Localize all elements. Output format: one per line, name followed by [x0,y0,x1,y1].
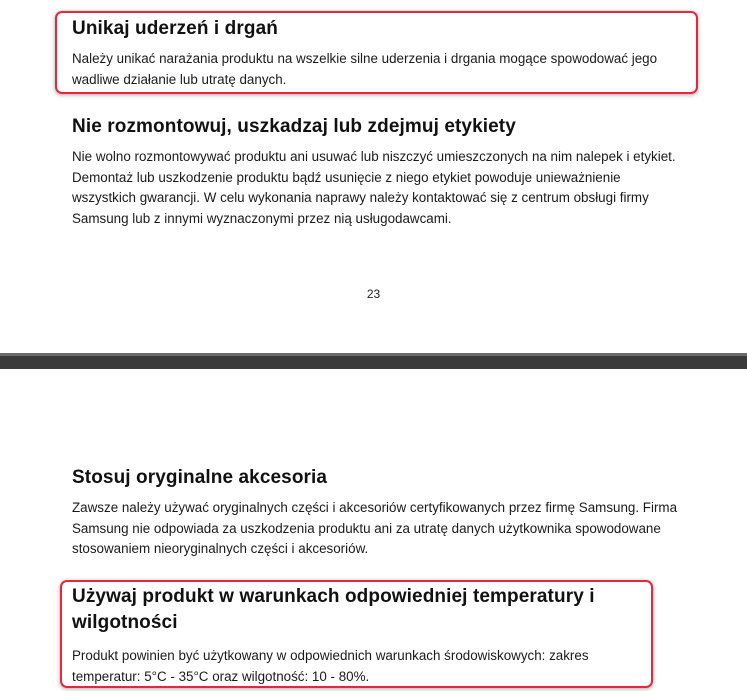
section-title: Unikaj uderzeń i drgań [72,18,278,39]
section-temperature-humidity [72,584,632,687]
section-text: Zawsze należy używać oryginalnych części i akcesoriów certyfikowanych przez firmę Samsung. Firma Samsung nie odpowiada za uszkodzenia produktu ani za utratę danych użytkownika spowodowane stosowaniem nieoryginalnych części i akcesoriów. [72,500,678,556]
section-title: Używaj produkt w warunkach odpowiedniej temperatury i wilgotności [72,586,595,633]
section-text: Należy unikać narażania produktu na wszelkie silne uderzenia i drgania mogące spowodować jego wadliwe działanie lub utratę danych. [72,51,658,87]
page-number: 23 [366,287,381,301]
section-text: Produkt powinien być użytkowany w odpowiednich warunkach środowiskowych: zakres temperatur: 5°C - 35°C oraz wilgotność: 10 - 80%. [72,648,589,684]
section-text: Nie wolno rozmontowywać produktu ani usuwać lub niszczyć umieszczonych na nim nalepek i etykiet. Demontaż lub uszkodzenie produktu bądź usunięcie z niego etykiet powoduje unieważnienie wszystkich gwarancji. W celu wykonania naprawy należy kontaktować się z centrum obsługi firmy Samsung lub z innymi wyznaczonymi przez nią usługodawcami. [72,149,676,226]
section-title: Stosuj oryginalne akcesoria [72,467,328,488]
section-do-not-disassemble [72,114,692,229]
page-separator [0,353,747,369]
section-avoid-shock [72,16,692,90]
section-title: Nie rozmontowuj, uszkadzaj lub zdejmuj etykiety [72,116,516,137]
document-page-24 [0,369,747,691]
section-original-accessories [72,465,692,560]
